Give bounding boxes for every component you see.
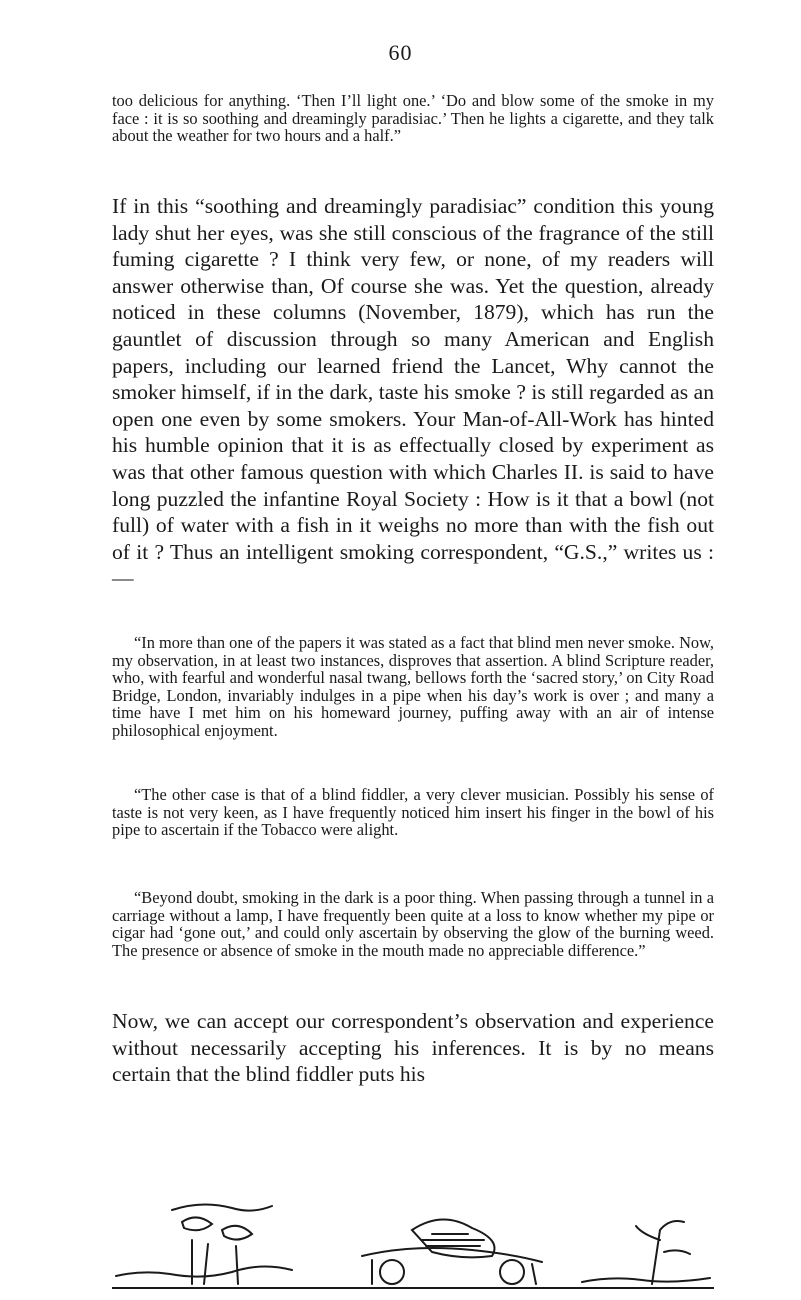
ornament-hatch [422,1234,484,1246]
ornament-leaf-1 [182,1217,212,1230]
text-block-tail [112,1008,714,1088]
text-block-top [112,92,714,145]
page-number: 60 [388,40,413,65]
ornamental-illustration [112,1200,714,1295]
paragraph-quote-blind-fiddler: “The other case is that of a blind fiddler, a very clever musician. Possibly his sense of taste is not very keen, as I have frequently noticed him insert his finger in the bowl of his pipe to ascertain if the Tobacco were alight. [112,785,714,840]
paragraph-continued-quote: too delicious for anything. ‘Then I’ll light one.’ ‘Do and blow some of the smoke in my face : it is so soothing and dreamingly paradisiac.’ Then he lights a cigarette, and they talk about the weather for two hours and a half.” [112,91,714,146]
text-block-quote-1 [112,634,714,740]
ornament-leaf-2 [222,1226,252,1240]
text-block-quote-3 [112,889,714,959]
paragraph-tail: Now, we can accept our correspondent’s observation and experience without necessarily accepting his inferences. It is by no means certain that the blind fiddler puts his [112,1009,714,1087]
ornament-wheel-1 [380,1260,404,1284]
ornament-scroll-top [172,1204,272,1210]
ornament-right-tree [636,1221,690,1284]
text-block-main [112,193,714,592]
ornament-wheel-2 [500,1260,524,1284]
ornament-right-ground [582,1278,710,1282]
paragraph-main: If in this “soothing and dreamingly paradisiac” condition this young lady shut her eyes, was she still conscious of the fragrance of the still fuming cigarette ? I think very few, or none, of my readers will answer otherwise than, Of course she was. Yet the question, already noticed in these columns (November, 1879), which has run the gauntlet of discussion through so many American and English papers, including our learned friend the Lancet, Why cannot the smoker himself, if in the dark, taste his smoke ? is still regarded as an open one even by some smokers. Your Man-of-All-Work has hinted his humble opinion that it is as effectually closed by experiment as was that other famous question with which Charles II. is said to have long puzzled the infantine Royal Society : How is it that a bowl (not full) of water with a fish in it weighs no more than with the fish out of it ? Thus an intelligent smoking correspondent, “G.S.,” writes us :— [112,194,714,591]
paragraph-quote-tunnel: “Beyond doubt, smoking in the dark is a poor thing. When passing through a tunnel in a carriage without a lamp, I have frequently been quite at a loss to know whether my pipe or cigar had ‘gone out,’ and could only ascertain by observing the glow of the burning weed. The presence or absence of smoke in the mouth made no appreciable difference.” [112,888,714,960]
paragraph-quote-blind-reader: “In more than one of the papers it was stated as a fact that blind men never smoke. Now, my observation, in at least two instances, disproves that assertion. A blind Scripture reader, who, with fearful and wonderful nasal twang, bellows forth the ‘sacred story,’ on City Road Bridge, London, invariably indulges in a pipe when his day’s work is over ; and many a time have I met him on his homeward journey, puffing away with an air of intense philosophical enjoyment. [112,633,714,740]
text-block-quote-2 [112,786,714,839]
ornament-cart [362,1248,542,1284]
